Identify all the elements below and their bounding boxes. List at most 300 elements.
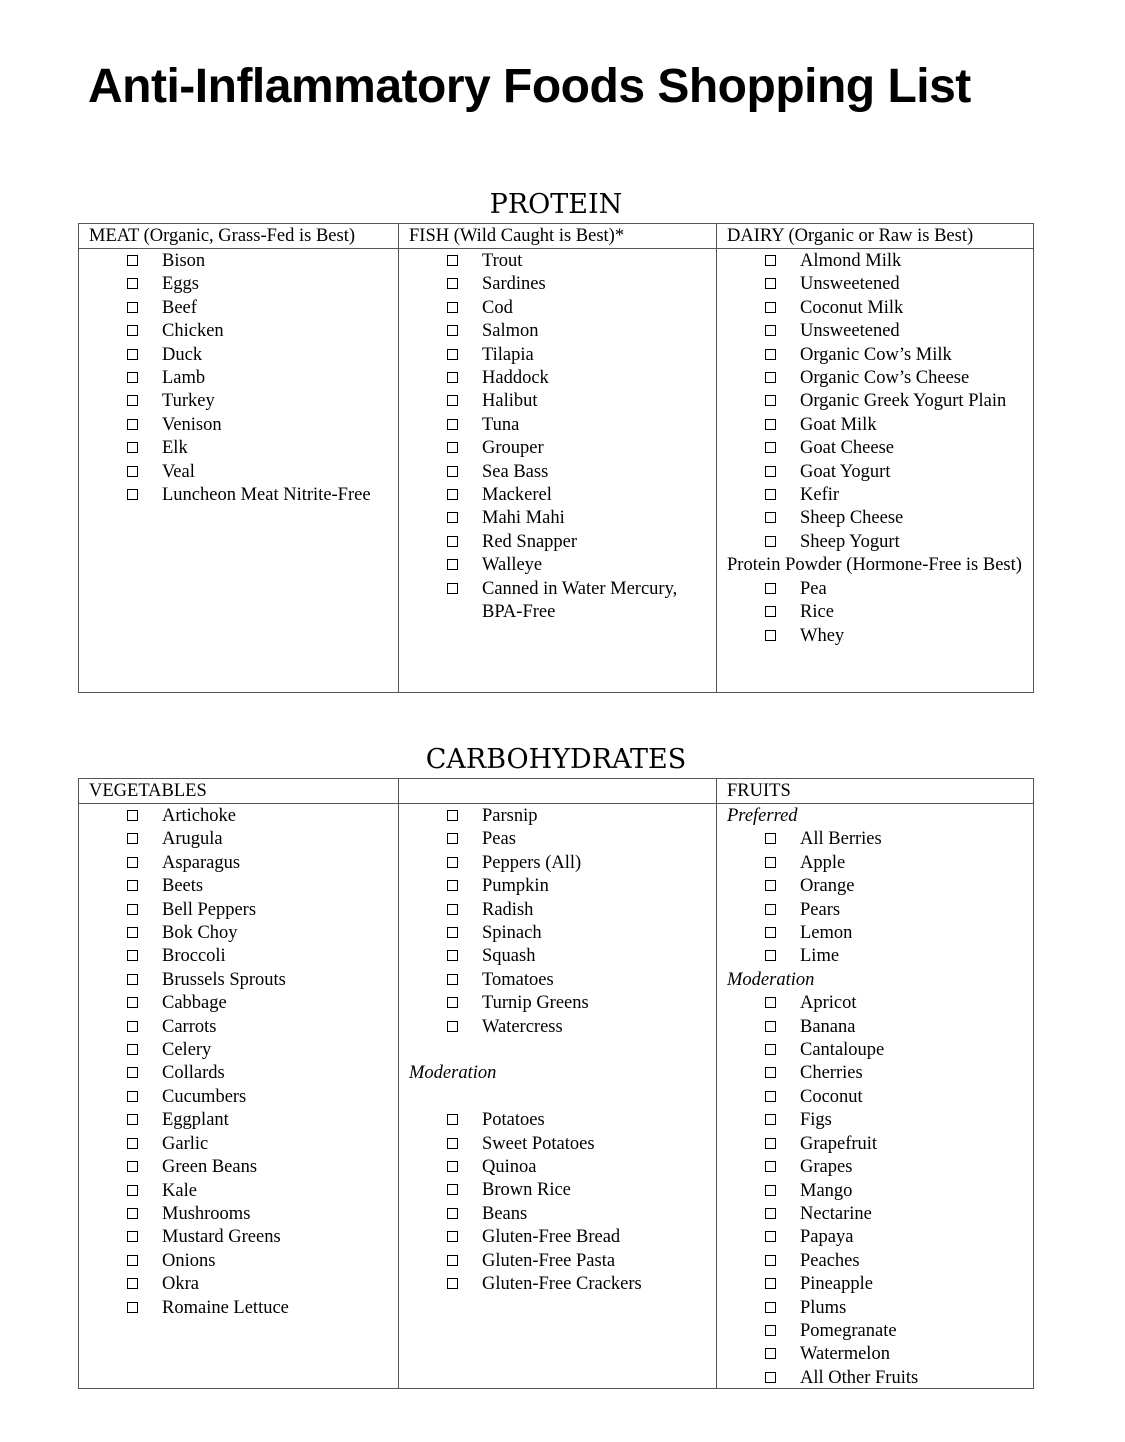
item-label: Red Snapper: [482, 531, 578, 552]
checklist-item: [717, 1226, 1033, 1249]
item-label: Green Beans: [162, 1157, 258, 1178]
protein-header-row: [79, 224, 1033, 249]
item-label: Bok Choy: [162, 923, 238, 944]
checkbox[interactable]: [447, 466, 458, 477]
item-label: Unsweetened: [800, 274, 900, 295]
checklist-item: [399, 875, 716, 898]
vegetables-list: [79, 805, 398, 1320]
checklist-item: [79, 461, 398, 484]
checklist-item: [79, 1062, 398, 1085]
checkbox[interactable]: [447, 1231, 458, 1242]
meat-column: [79, 249, 398, 693]
item-label: Beans: [482, 1203, 528, 1224]
checklist-item: [717, 1203, 1033, 1226]
checklist-item: [79, 1250, 398, 1273]
checkbox[interactable]: [447, 1208, 458, 1219]
checkbox[interactable]: [765, 927, 776, 938]
checkbox[interactable]: [765, 833, 776, 844]
checklist-item: [717, 1109, 1033, 1132]
item-label: Coconut: [800, 1086, 863, 1107]
checklist-item: [79, 344, 398, 367]
checklist-item: [79, 1086, 398, 1109]
checklist-item: [399, 297, 716, 320]
checklist-item: [79, 320, 398, 343]
vegetables-moderation-list: [399, 1109, 716, 1296]
item-label: Bell Peppers: [162, 899, 257, 920]
checklist-item: [717, 1062, 1033, 1085]
item-label: Mustard Greens: [162, 1227, 281, 1248]
item-label: Lemon: [800, 923, 853, 944]
checkbox[interactable]: [127, 1161, 138, 1172]
checkbox[interactable]: [127, 442, 138, 453]
checkbox[interactable]: [127, 833, 138, 844]
item-label: Veal: [162, 461, 195, 482]
checkbox[interactable]: [765, 1278, 776, 1289]
item-label: Unsweetened: [800, 321, 900, 342]
checkbox[interactable]: [765, 904, 776, 915]
spacer: [399, 1086, 716, 1109]
fruits-moderation-label: Moderation: [727, 969, 815, 990]
item-label: Sheep Cheese: [800, 508, 904, 529]
item-label: Cabbage: [162, 993, 227, 1014]
item-label: Nectarine: [800, 1203, 872, 1224]
checklist-item: [717, 367, 1033, 390]
checklist-item: [79, 1109, 398, 1132]
checklist-item: [399, 320, 716, 343]
checkbox[interactable]: [447, 974, 458, 985]
checklist-item: [79, 1297, 398, 1320]
checklist-item: [399, 531, 716, 554]
item-label: Figs: [800, 1110, 832, 1131]
checkbox[interactable]: [447, 1184, 458, 1195]
checkbox[interactable]: [447, 833, 458, 844]
item-label: Almond Milk: [800, 251, 902, 271]
checkbox[interactable]: [765, 1185, 776, 1196]
item-label: Kale: [162, 1180, 197, 1201]
checklist-item: [717, 461, 1033, 484]
item-label: Romaine Lettuce: [162, 1297, 289, 1318]
checkbox[interactable]: [447, 559, 458, 570]
checkbox[interactable]: [127, 904, 138, 915]
checkbox[interactable]: [447, 880, 458, 891]
checkbox[interactable]: [127, 927, 138, 938]
item-label: Venison: [162, 414, 222, 435]
dairy-column-header: DAIRY (Organic or Raw is Best): [716, 224, 1033, 248]
checkbox[interactable]: [447, 372, 458, 383]
checkbox[interactable]: [765, 278, 776, 289]
item-label: Trout: [482, 251, 523, 271]
vegetables-column: [79, 804, 398, 1389]
checkbox[interactable]: [447, 997, 458, 1008]
checkbox[interactable]: [127, 1138, 138, 1149]
item-label: Brown Rice: [482, 1180, 571, 1201]
checkbox[interactable]: [127, 302, 138, 313]
checklist-item: [79, 273, 398, 296]
checkbox[interactable]: [127, 349, 138, 360]
item-label: Beets: [162, 876, 204, 897]
checkbox[interactable]: [447, 583, 458, 594]
checkbox[interactable]: [127, 1114, 138, 1125]
carbohydrates-header-row: [79, 779, 1033, 804]
checklist-item: [717, 945, 1033, 968]
meat-column-header: MEAT (Organic, Grass-Fed is Best): [89, 226, 355, 246]
checkbox[interactable]: [447, 489, 458, 500]
checkbox[interactable]: [447, 904, 458, 915]
checkbox[interactable]: [765, 1114, 776, 1125]
item-label: Watercress: [482, 1016, 563, 1037]
checklist-item: [79, 297, 398, 320]
item-label: Lamb: [162, 368, 206, 389]
checkbox[interactable]: [765, 255, 776, 266]
checklist-item: [79, 875, 398, 898]
item-label: Sea Bass: [482, 461, 549, 482]
item-label: Arugula: [162, 829, 223, 850]
checkbox[interactable]: [765, 583, 776, 594]
checklist-item: [717, 601, 1033, 624]
item-label: Pomegranate: [800, 1320, 897, 1341]
item-label: Spinach: [482, 923, 542, 944]
item-label: Watermelon: [800, 1344, 890, 1365]
checklist-item: [399, 852, 716, 875]
checkbox[interactable]: [447, 1114, 458, 1125]
item-label: Whey: [800, 625, 845, 646]
item-label: Gluten-Free Bread: [482, 1227, 621, 1248]
checklist-item: [79, 1203, 398, 1226]
checklist-item: [717, 531, 1033, 554]
vegetables-column-header: VEGETABLES: [89, 781, 207, 801]
checkbox[interactable]: [447, 1278, 458, 1289]
item-label: Cherries: [800, 1063, 863, 1084]
checkbox[interactable]: [127, 466, 138, 477]
checklist-item: [79, 922, 398, 945]
checkbox[interactable]: [127, 1255, 138, 1266]
dairy-column: [716, 249, 1033, 693]
checklist-item: [79, 1226, 398, 1249]
checklist-item: [79, 437, 398, 460]
checklist-item: [717, 1250, 1033, 1273]
item-label: Coconut Milk: [800, 297, 904, 318]
checklist-item: [79, 250, 398, 273]
item-label: Goat Milk: [800, 414, 877, 435]
checklist-item: [399, 992, 716, 1015]
checklist-item: [399, 390, 716, 413]
checkbox[interactable]: [765, 857, 776, 868]
checkbox[interactable]: [127, 1185, 138, 1196]
checkbox[interactable]: [765, 442, 776, 453]
checkbox[interactable]: [447, 857, 458, 868]
checkbox[interactable]: [765, 302, 776, 313]
item-label: Turkey: [162, 391, 215, 412]
item-label: Mango: [800, 1180, 853, 1201]
meat-list: [79, 250, 398, 507]
checkbox[interactable]: [765, 1302, 776, 1313]
checkbox[interactable]: [127, 419, 138, 430]
checklist-item: [399, 437, 716, 460]
fish-column: [398, 249, 716, 693]
checkbox[interactable]: [765, 880, 776, 891]
checkbox[interactable]: [127, 1278, 138, 1289]
checklist-item: [79, 1016, 398, 1039]
fruits-column: [716, 804, 1033, 1389]
checklist-item: [399, 1273, 716, 1296]
item-label: Papaya: [800, 1227, 854, 1248]
checkbox[interactable]: [447, 1255, 458, 1266]
item-label: Pumpkin: [482, 876, 549, 897]
item-label: Asparagus: [162, 852, 241, 873]
checklist-item: [399, 484, 716, 507]
checkbox[interactable]: [765, 1255, 776, 1266]
checkbox[interactable]: [127, 372, 138, 383]
checklist-item: [717, 250, 1033, 273]
checkbox[interactable]: [765, 1348, 776, 1359]
checkbox[interactable]: [447, 1021, 458, 1032]
checkbox[interactable]: [765, 536, 776, 547]
checkbox[interactable]: [765, 489, 776, 500]
item-label: Artichoke: [162, 806, 236, 826]
checkbox[interactable]: [765, 325, 776, 336]
item-label: Peaches: [800, 1250, 860, 1271]
checklist-item: [79, 1156, 398, 1179]
vegetables-continued-list: [399, 805, 716, 1039]
checklist-item: [399, 1203, 716, 1226]
checklist-item: [79, 899, 398, 922]
item-label: Duck: [162, 344, 203, 365]
item-label: Apple: [800, 852, 846, 873]
checkbox[interactable]: [447, 442, 458, 453]
checklist-item: [717, 414, 1033, 437]
item-label: Lime: [800, 946, 840, 967]
checklist-item: [399, 828, 716, 851]
checkbox[interactable]: [765, 1231, 776, 1242]
item-label: Pears: [800, 899, 841, 920]
item-label: Mackerel: [482, 485, 552, 506]
checkbox[interactable]: [765, 419, 776, 430]
checkbox[interactable]: [765, 1372, 776, 1383]
item-label: Rice: [800, 602, 834, 623]
checklist-item: [717, 828, 1033, 851]
fruits-preferred-label: Preferred: [727, 806, 798, 826]
checkbox[interactable]: [765, 1044, 776, 1055]
checkbox[interactable]: [447, 255, 458, 266]
checklist-item: [79, 828, 398, 851]
checklist-item: [717, 1016, 1033, 1039]
checkbox[interactable]: [127, 1231, 138, 1242]
item-label: Parsnip: [482, 806, 538, 826]
checkbox[interactable]: [765, 1067, 776, 1078]
checklist-item: [717, 899, 1033, 922]
checklist-item: [399, 273, 716, 296]
checklist-item: [717, 922, 1033, 945]
item-label: Tuna: [482, 414, 520, 435]
checkbox[interactable]: [447, 302, 458, 313]
checklist-item: [717, 1180, 1033, 1203]
fish-column-header: FISH (Wild Caught is Best)*: [398, 224, 716, 248]
checkbox[interactable]: [127, 395, 138, 406]
checklist-item: [79, 805, 398, 828]
checklist-item: [717, 273, 1033, 296]
item-label: Carrots: [162, 1016, 217, 1037]
item-label: Eggplant: [162, 1110, 229, 1131]
checkbox[interactable]: [127, 1208, 138, 1219]
checklist-item: [399, 1226, 716, 1249]
checklist-item: [399, 250, 716, 273]
fish-list: [399, 250, 716, 625]
checkbox[interactable]: [765, 1091, 776, 1102]
protein-table: [78, 223, 1034, 693]
checkbox[interactable]: [765, 1325, 776, 1336]
checkbox[interactable]: [127, 880, 138, 891]
protein-heading: PROTEIN: [489, 189, 623, 220]
checkbox[interactable]: [127, 489, 138, 500]
checklist-item: [717, 578, 1033, 601]
checklist-item: [399, 507, 716, 530]
checklist-item: [399, 1133, 716, 1156]
checklist-item: [717, 1367, 1033, 1390]
checkbox[interactable]: [127, 1044, 138, 1055]
checkbox[interactable]: [765, 1161, 776, 1172]
checklist-item: [717, 992, 1033, 1015]
item-label: All Berries: [800, 829, 882, 850]
checklist-item: [717, 484, 1033, 507]
checklist-item: [717, 1086, 1033, 1109]
fruits-preferred-list: [717, 828, 1033, 968]
item-label: Collards: [162, 1063, 225, 1084]
item-label: Halibut: [482, 391, 538, 412]
checklist-item: [399, 899, 716, 922]
checkbox[interactable]: [127, 1021, 138, 1032]
checkbox[interactable]: [127, 857, 138, 868]
item-label: Broccoli: [162, 946, 226, 967]
checklist-item: [717, 320, 1033, 343]
item-label: Pea: [800, 578, 827, 599]
item-label: Brussels Sprouts: [162, 969, 286, 990]
checklist-item: [399, 344, 716, 367]
checkbox[interactable]: [127, 974, 138, 985]
item-label: Mushrooms: [162, 1203, 251, 1224]
checkbox[interactable]: [765, 630, 776, 641]
checkbox[interactable]: [765, 372, 776, 383]
checkbox[interactable]: [765, 1208, 776, 1219]
checkbox[interactable]: [765, 466, 776, 477]
checkbox[interactable]: [127, 1067, 138, 1078]
protein-body-row: [79, 249, 1033, 693]
item-label: All Other Fruits: [800, 1367, 919, 1388]
item-label: Onions: [162, 1250, 216, 1271]
checkbox[interactable]: [447, 1161, 458, 1172]
checkbox[interactable]: [447, 536, 458, 547]
item-label: Okra: [162, 1274, 199, 1295]
checkbox[interactable]: [447, 512, 458, 523]
item-label: Grapes: [800, 1157, 853, 1178]
checklist-item: [399, 1250, 716, 1273]
checklist-item: [79, 390, 398, 413]
checkbox[interactable]: [127, 997, 138, 1008]
checkbox[interactable]: [765, 349, 776, 360]
item-label: Quinoa: [482, 1157, 537, 1178]
page-title: Anti-Inflammatory Foods Shopping List: [88, 60, 971, 113]
checkbox[interactable]: [447, 950, 458, 961]
checklist-item: [399, 945, 716, 968]
carbohydrates-heading: CARBOHYDRATES: [425, 744, 687, 775]
item-label: Gluten-Free Crackers: [482, 1274, 642, 1295]
vegetables-continued-header: [398, 779, 716, 803]
checkbox[interactable]: [447, 1138, 458, 1149]
item-label: Turnip Greens: [482, 993, 589, 1014]
item-label: Cantaloupe: [800, 1040, 885, 1061]
item-label: Elk: [162, 438, 188, 459]
checkbox[interactable]: [127, 1302, 138, 1313]
checkbox[interactable]: [447, 395, 458, 406]
checkbox[interactable]: [765, 512, 776, 523]
checkbox[interactable]: [127, 278, 138, 289]
checklist-item: [717, 1273, 1033, 1296]
item-label: Cod: [482, 297, 513, 318]
checkbox[interactable]: [447, 278, 458, 289]
item-label: Orange: [800, 876, 855, 897]
checklist-item: [399, 969, 716, 992]
item-label: Cucumbers: [162, 1086, 247, 1107]
item-label: Organic Greek Yogurt Plain: [800, 391, 1007, 412]
checklist-item: [717, 1156, 1033, 1179]
checkbox[interactable]: [447, 927, 458, 938]
checklist-item: [717, 437, 1033, 460]
checkbox[interactable]: [127, 255, 138, 266]
item-label: Sheep Yogurt: [800, 531, 900, 552]
dairy-list: [717, 250, 1033, 554]
carbohydrates-body-row: [79, 804, 1033, 1389]
checklist-item: [399, 922, 716, 945]
item-label: Potatoes: [482, 1110, 545, 1131]
checklist-item: [79, 1133, 398, 1156]
checkbox[interactable]: [127, 950, 138, 961]
item-label: Goat Yogurt: [800, 461, 891, 482]
checklist-item: [79, 1039, 398, 1062]
item-label: Peppers (All): [482, 852, 582, 873]
checklist-item: [79, 484, 398, 507]
checkbox[interactable]: [765, 395, 776, 406]
item-label: Grapefruit: [800, 1133, 878, 1154]
item-label: Sweet Potatoes: [482, 1133, 595, 1154]
spacer: [399, 1039, 716, 1062]
item-label: Luncheon Meat Nitrite-Free: [162, 485, 371, 506]
checklist-item: [399, 1016, 716, 1039]
checklist-item: [79, 414, 398, 437]
item-label: Walleye: [482, 555, 543, 576]
checkbox[interactable]: [447, 810, 458, 821]
checkbox[interactable]: [447, 419, 458, 430]
checkbox[interactable]: [765, 997, 776, 1008]
checklist-item: [717, 625, 1033, 648]
checklist-item: [399, 554, 716, 577]
checkbox[interactable]: [765, 950, 776, 961]
checkbox[interactable]: [447, 349, 458, 360]
checklist-item: [717, 1297, 1033, 1320]
checklist-item: [399, 414, 716, 437]
checklist-item: [399, 367, 716, 390]
checkbox[interactable]: [127, 810, 138, 821]
checkbox[interactable]: [765, 1138, 776, 1149]
checklist-item: [399, 805, 716, 828]
checkbox[interactable]: [765, 606, 776, 617]
checkbox[interactable]: [127, 325, 138, 336]
item-label: Banana: [800, 1016, 856, 1037]
protein-powder-list: [717, 578, 1033, 648]
checkbox[interactable]: [127, 1091, 138, 1102]
item-label: Haddock: [482, 368, 549, 389]
checkbox[interactable]: [447, 325, 458, 336]
vegetables-continued-column: [398, 804, 716, 1389]
checkbox[interactable]: [765, 1021, 776, 1032]
